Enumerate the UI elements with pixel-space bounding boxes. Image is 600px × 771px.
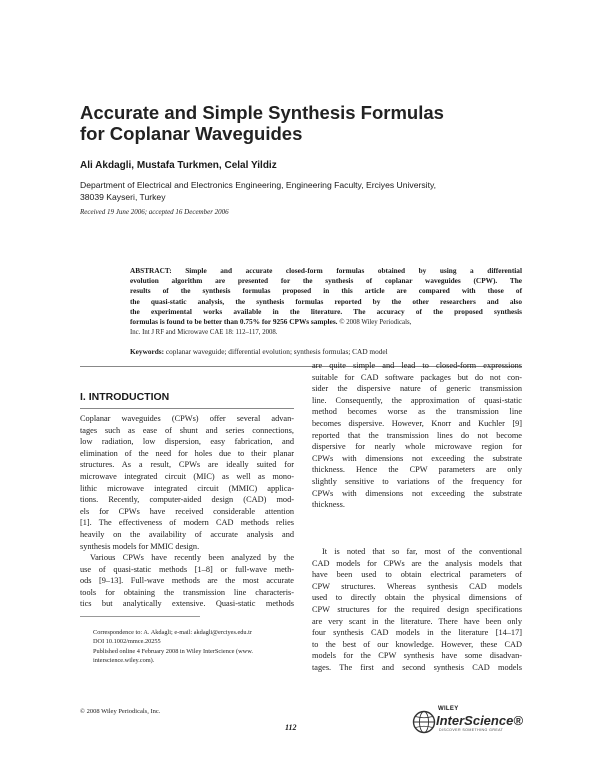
footnote-rule	[80, 616, 200, 617]
text-line: CPWs with dimensions not exceeding the substrate	[312, 488, 522, 498]
abstract-line: the experimental works available in the literature. The accuracy of the proposed synthesis	[130, 306, 522, 316]
text-line: thickness. Hence the CPW parameters are only	[312, 465, 522, 475]
text-line: CPW structures for the required design specifications	[312, 604, 522, 614]
text-line: are very scant in the literature. There have been only	[312, 616, 522, 626]
keywords-text: coplanar waveguide; differential evolution; synthesis formulas; CAD model	[165, 347, 388, 356]
right-column-paragraph-2	[312, 546, 522, 674]
abstract-line: the quasi-static analysis, the synthesis formulas reported by the other researchers and also	[130, 296, 522, 306]
text-line: Various CPWs have recently been analyzed by the	[90, 553, 294, 562]
footnote-line: DOI 10.1002/mmce.20255	[93, 638, 161, 646]
text-line: tools for obtaining the transmission line characteris-	[80, 587, 294, 597]
text-line: slightly sensitive to variations of the frequency for	[312, 476, 522, 486]
text-line: tions. Recently, computer-aided design (CAD) mod-	[80, 495, 294, 505]
text-line: ods [9–13]. Full-wave methods are the most accurate	[80, 576, 294, 586]
text-line: low radiation, low dispersion, easy fabrication, and	[80, 437, 294, 447]
abstract-line: ABSTRACT: Simple and accurate closed-form formulas obtained by using a differential	[130, 266, 522, 275]
abstract-citation: Inc. Int J RF and Microwave CAE 18: 112–117, 2008.	[130, 329, 278, 337]
globe-icon	[412, 710, 436, 734]
text-line: CAD models for CPWs are the analysis models that	[312, 558, 522, 568]
text-line: suitable for CAD software packages but do not con-	[312, 372, 522, 382]
text-line: line. Consequently, the approximation of quasi-static	[312, 395, 522, 405]
text-line: thickness.	[312, 500, 345, 510]
logo-interscience: InterScience®	[436, 713, 523, 728]
text-line: Coplanar waveguides (CPWs) offer several advan-	[80, 414, 294, 423]
abstract	[130, 266, 522, 337]
text-line: CPWs with dimensions not exceeding the substrate	[312, 453, 522, 463]
keywords	[130, 347, 388, 356]
text-line: synthesis models for MMIC design.	[80, 541, 200, 551]
text-line: lithic microwave integrated circuit (MMIC) applica-	[80, 483, 294, 493]
abstract-line: evolution algorithm are presented for the synthesis of coplanar waveguides (CPW). The	[130, 276, 522, 286]
text-line: reported that the transmission lines do not become	[312, 430, 522, 440]
text-line: to the best of our knowledge. However, these CAD	[312, 639, 522, 649]
abstract-copyright: © 2008 Wiley Periodicals,	[339, 318, 412, 326]
abstract-line: results of the synthesis formulas proposed in this article are compared with those of	[130, 286, 522, 296]
author-list: Ali Akdagli, Mustafa Turkmen, Celal Yildiz	[80, 160, 277, 171]
received-dates: Received 19 June 2006; accepted 16 December 2006	[80, 208, 229, 216]
paper-title	[80, 102, 540, 144]
abstract-line: formulas is found to be better than 0.75% for 9256 CPWs samples. © 2008 Wiley Periodicals,	[130, 316, 412, 326]
text-line: have been used to obtain electrical parameters of	[312, 570, 522, 580]
left-column-paragraph-2	[80, 552, 294, 610]
text-line: microwave integrated circuit (MIC) as well as mono-	[80, 471, 294, 481]
text-line: tics but analytically extensive. Quasi-static methods	[80, 599, 294, 609]
text-line: tages. The first and second synthesis CAD models	[312, 662, 522, 672]
heading-rule	[80, 408, 294, 409]
footnote-line: Correspondence to: A. Akdagli; e-mail: akdagli@erciyes.edu.tr	[93, 629, 252, 636]
text-line: used to directly obtain the physical dimensions of	[312, 593, 522, 603]
text-line: use of quasi-static methods [1–8] or full-wave meth-	[80, 564, 294, 574]
text-line: It is noted that so far, most of the conventional	[322, 547, 522, 556]
text-line: four synthesis CAD models in the literature [14–17]	[312, 628, 522, 638]
text-line: structures. As a result, CPWs are ideally suited for	[80, 460, 294, 470]
right-column-paragraph-1	[312, 360, 522, 511]
left-column-paragraph-1	[80, 413, 294, 552]
title-line-2: for Coplanar Waveguides	[80, 123, 303, 144]
copyright-line: © 2008 Wiley Periodicals, Inc.	[80, 708, 161, 715]
wiley-interscience-logo	[412, 706, 524, 738]
affiliation-line-1: Department of Electrical and Electronics Engineering, Engineering Faculty, Erciyes University,	[80, 180, 437, 190]
affiliation	[80, 180, 520, 203]
section-heading: I. INTRODUCTION	[80, 391, 170, 403]
text-line: elimination of the need for holes due to their planar	[80, 448, 294, 458]
affiliation-line-2: 38039 Kayseri, Turkey	[80, 191, 166, 202]
correspondence-footnote	[93, 628, 298, 665]
logo-wiley: WILEY	[438, 706, 459, 712]
text-line: heavily on the availability of accurate analysis and	[80, 529, 294, 539]
footnote-line: Published online 4 February 2008 in Wiley InterScience (www.	[93, 647, 253, 655]
footnote-line: interscience.wiley.com).	[93, 656, 155, 664]
text-line: are quite simple and lead to closed-form expressions	[312, 361, 522, 370]
title-line-1: Accurate and Simple Synthesis Formulas	[80, 102, 444, 123]
text-line: method becomes worse as the transmission line	[312, 407, 522, 417]
text-line: tages such as ease of shunt and series connections,	[80, 425, 294, 435]
text-line: sider the dispersive nature of generic transmission	[312, 384, 522, 394]
text-line: CPW structures. Whereas synthesis CAD models	[312, 581, 522, 591]
text-line: becomes dispersive. However, Knorr and Kuchler [9]	[312, 418, 522, 428]
text-line: models for the CPW synthesis have some disadvan-	[312, 651, 522, 661]
text-line: els for CPWs have received considerable attention	[80, 506, 294, 516]
page-number: 112	[285, 723, 297, 732]
text-line: [1]. The effectiveness of modern CAD methods relies	[80, 518, 294, 528]
logo-tagline: DISCOVER SOMETHING GREAT	[439, 728, 504, 732]
text-line: dispersive for nearly whole microwave region for	[312, 442, 522, 452]
keywords-label: Keywords:	[130, 347, 165, 356]
